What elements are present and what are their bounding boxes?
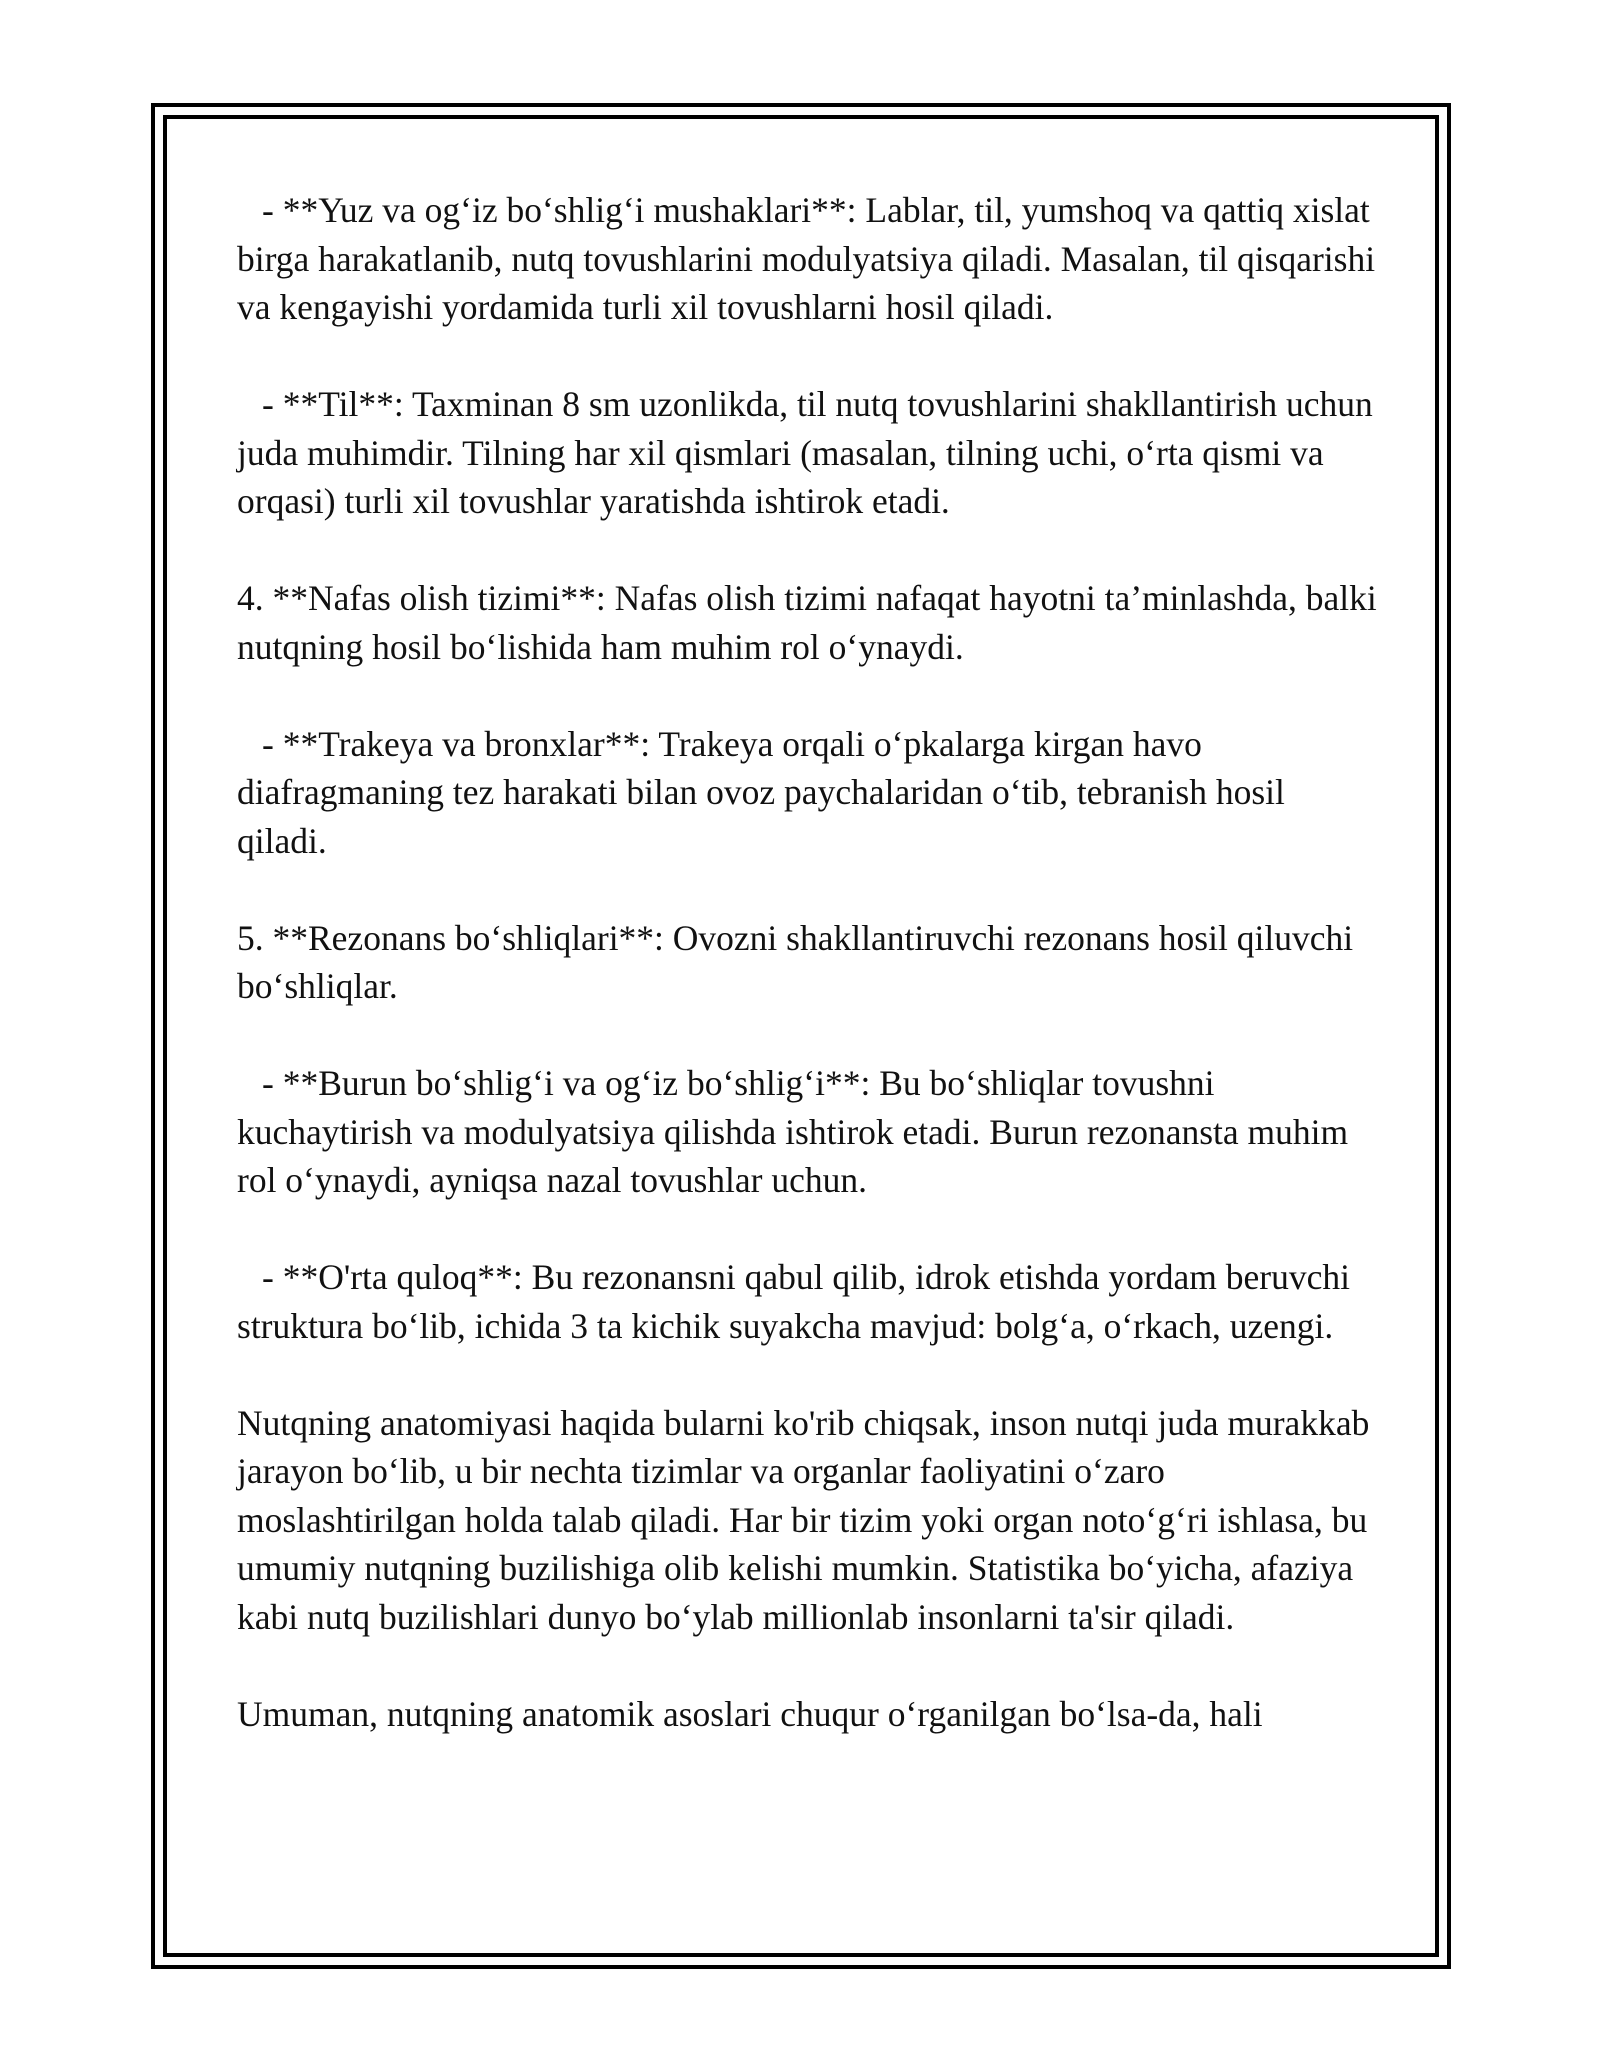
paragraph-resonance-cavities: 5. **Rezonans bo‘shliqlari**: Ovozni shakllantiruvchi rezonans hosil qiluvchi bo‘shliqlar. <box>237 917 1354 1006</box>
paragraph-middle-ear: - **O'rta quloq**: Bu rezonansni qabul qilib, idrok etishda yordam beruvchi struktura bo‘lib, ichida 3 ta kichik suyakcha mavjud: bolg‘a, o‘rkach, uzengi. <box>237 1257 1350 1346</box>
paragraph-face-mouth-muscles: - **Yuz va og‘iz bo‘shlig‘i mushaklari**: Lablar, til, yumshoq va qattiq xislat birga harakatlanib, nutq tovushlarini modulyatsiya qiladi. Masalan, til qisqarishi va kengayishi yordamida turli xil tovushlarni hosil qiladi. <box>237 190 1376 327</box>
paragraph-nasal-oral-cavities: - **Burun bo‘shlig‘i va og‘iz bo‘shlig‘i**: Bu bo‘shliqlar tovushni kuchaytirish va modulyatsiya qilishda ishtirok etadi. Burun rezonansta muhim rol o‘ynaydi, ayniqsa nazal tovushlar uchun. <box>237 1063 1349 1200</box>
paragraph-tongue: - **Til**: Taxminan 8 sm uzonlikda, til nutq tovushlarini shakllantirish uchun juda muhimdir. Tilning har xil qismlari (masalan, tilning uchi, o‘rta qismi va orqasi) turli xil tovushlar yaratishda ishtirok etadi. <box>237 384 1373 521</box>
document-body <box>237 186 1377 1787</box>
paragraph-speech-anatomy-summary: Nutqning anatomiyasi haqida bularni ko'rib chiqsak, inson nutqi juda murakkab jarayon bo‘lib, u bir nechta tizimlar va organlar faoliyatini o‘zaro moslashtirilgan holda talab qiladi. Har bir tizim yoki organ noto‘g‘ri ishlasa, bu umumiy nutqning buzilishiga olib kelishi mumkin. Statistika bo‘yicha, afaziya kabi nutq buzilishlari dunyo bo‘ylab millionlab insonlarni ta'sir qiladi. <box>237 1402 1370 1637</box>
paragraph-respiratory-system: 4. **Nafas olish tizimi**: Nafas olish tizimi nafaqat hayotni ta’minlashda, balki nutqning hosil bo‘lishida ham muhim rol o‘ynaydi. <box>237 578 1377 667</box>
paragraph-trachea-bronchi: - **Trakeya va bronxlar**: Trakeya orqali o‘pkalarga kirgan havo diafragmaning tez harakati bilan ovoz paychalaridan o‘tib, tebranish hosil qiladi. <box>237 723 1285 861</box>
paragraph-conclusion-start: Umuman, nutqning anatomik asoslari chuqur o‘rganilgan bo‘lsa-da, hali <box>237 1693 1263 1734</box>
